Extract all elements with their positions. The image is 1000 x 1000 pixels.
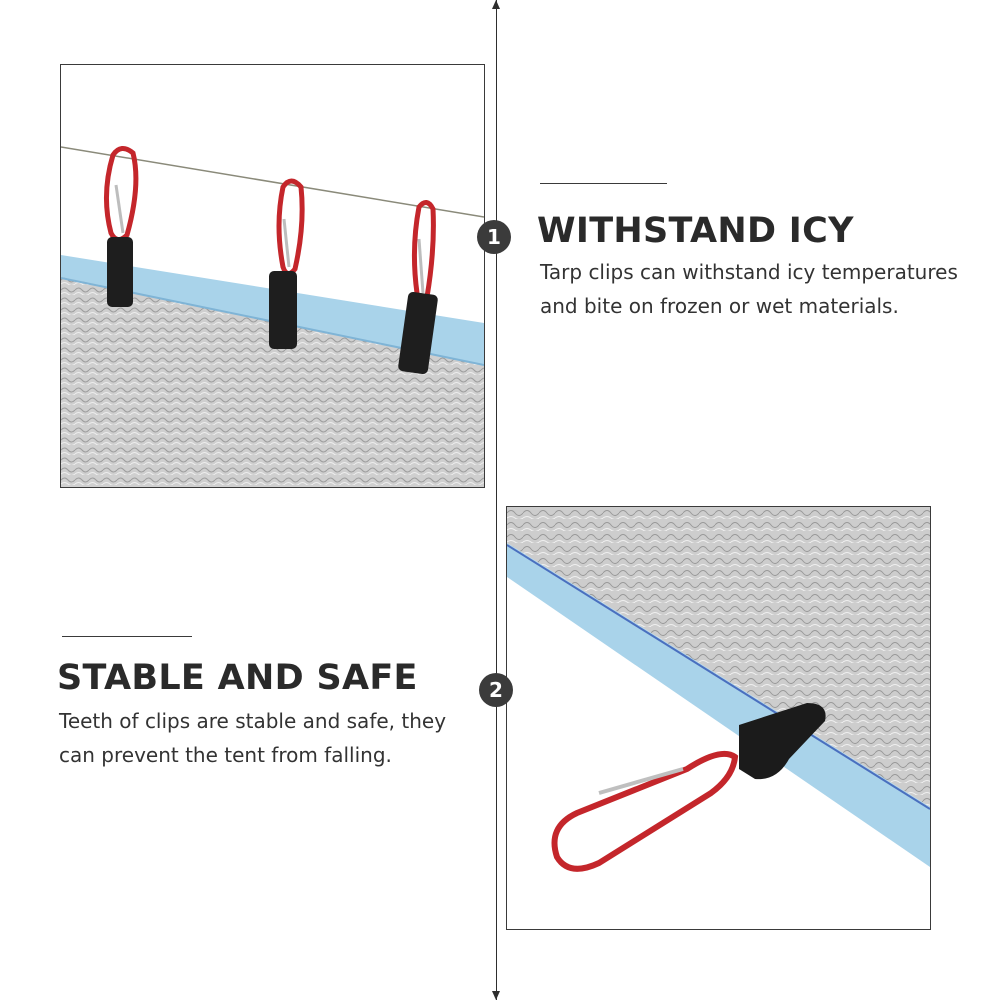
arrow-up-icon	[492, 0, 500, 9]
description-line: can prevent the tent from falling.	[59, 743, 392, 767]
arrow-down-icon	[492, 991, 500, 1000]
product-photo-hanging-clips	[60, 64, 485, 488]
step-number-badge: 1	[477, 220, 511, 254]
section-heading: STABLE AND SAFE	[57, 658, 418, 698]
heading-rule	[62, 636, 192, 637]
section-heading: WITHSTAND ICY	[537, 211, 854, 251]
heading-rule	[540, 183, 667, 184]
description-line: and bite on frozen or wet materials.	[540, 294, 899, 318]
center-divider-line	[496, 0, 497, 1000]
description-line: Tarp clips can withstand icy temperatures	[540, 260, 958, 284]
step-number-badge: 2	[479, 673, 513, 707]
product-photo-clip-closeup	[506, 506, 931, 930]
description-line: Teeth of clips are stable and safe, they	[59, 709, 447, 733]
section-description	[540, 255, 958, 323]
section-description	[59, 704, 446, 772]
